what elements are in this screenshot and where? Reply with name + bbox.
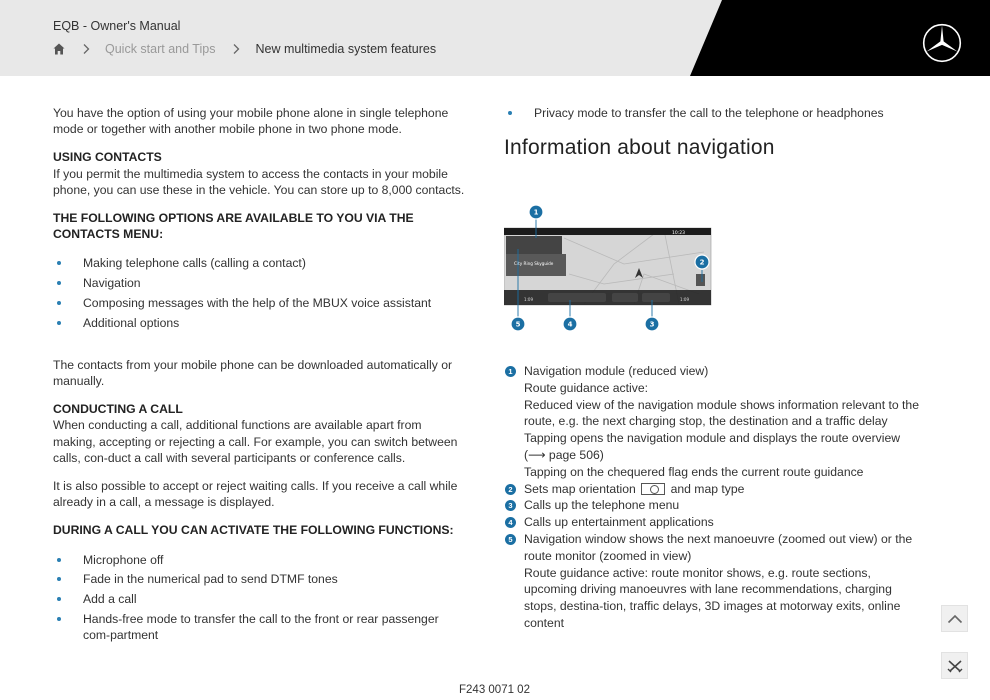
svg-text:3: 3 <box>649 320 655 329</box>
callout-2 <box>695 255 709 269</box>
breadcrumb-current: New multimedia system features <box>255 42 437 56</box>
screen-distance-right: 1:09 <box>680 297 689 302</box>
screen-distance-left: 1:09 <box>524 297 533 302</box>
list-item: Additional options <box>53 315 465 331</box>
list-item: Add a call <box>53 591 465 607</box>
functions-heading: DURING A CALL YOU CAN ACTIVATE THE FOLLOWING FUNCTIONS: <box>53 523 454 538</box>
svg-text:5: 5 <box>515 320 521 329</box>
crossed-swords-icon <box>947 659 963 673</box>
legend-number: 5 <box>505 534 516 545</box>
contacts-paragraph: If you permit the multimedia system to access the contacts in your mobile phone, you can use these in the vehicle. You can store up to 8,000 contacts. <box>53 166 465 197</box>
legend-item-4: 4 Calls up entertainment applications <box>504 514 919 531</box>
mercedes-star-logo[interactable] <box>922 23 962 63</box>
callout-3 <box>645 317 659 331</box>
navigation-legend <box>504 363 919 632</box>
functions-list <box>53 552 465 644</box>
download-paragraph: The contacts from your mobile phone can be downloaded automatically or manually. <box>53 357 453 388</box>
chevron-right-icon <box>231 43 241 55</box>
chevron-right-icon <box>81 43 91 55</box>
privacy-list <box>504 105 924 121</box>
options-list <box>53 255 465 330</box>
waiting-paragraph: It is also possible to accept or reject waiting calls. If you receive a call while already in a call, a message is displayed. <box>53 478 458 510</box>
home-icon[interactable] <box>53 43 65 55</box>
scroll-to-top-button[interactable] <box>941 605 968 632</box>
list-item: Privacy mode to transfer the call to the telephone or headphones <box>504 105 924 121</box>
legend-item-2: 2 Sets map orientation and map type <box>504 481 919 498</box>
callout-1 <box>529 205 543 219</box>
list-item: Navigation <box>53 275 465 291</box>
chevron-up-icon <box>947 614 963 624</box>
svg-text:2: 2 <box>699 258 705 267</box>
legend-item-3: 3 Calls up the telephone menu <box>504 497 919 514</box>
left-column <box>53 105 465 647</box>
map-orientation-icon <box>641 483 665 495</box>
doc-title: EQB - Owner's Manual <box>53 19 181 33</box>
list-item: Hands-free mode to transfer the call to the front or rear passenger com-partment <box>53 611 465 643</box>
legend-number: 3 <box>505 500 516 511</box>
legend-number: 2 <box>505 484 516 495</box>
list-item: Making telephone calls (calling a contact) <box>53 255 465 271</box>
right-column <box>504 105 924 160</box>
page-header <box>0 0 990 76</box>
screen-street: City Ring Skyguide <box>514 261 554 266</box>
svg-text:1: 1 <box>533 208 539 217</box>
callout-4 <box>563 317 577 331</box>
svg-text:4: 4 <box>567 320 573 329</box>
list-item: Composing messages with the help of the MBUX voice assistant <box>53 295 465 311</box>
list-item: Microphone off <box>53 552 465 568</box>
intro-paragraph: You have the option of using your mobile phone alone in single telephone mode or together with another mobile phone in two phone mode. <box>53 106 449 137</box>
menu-button[interactable] <box>941 652 968 679</box>
call-heading: CONDUCTING A CALL <box>53 402 183 417</box>
legend-number: 1 <box>505 366 516 377</box>
legend-item-5: 5 Navigation window shows the next manoeuvre (zoomed out view) or the route monitor (zoomed in view) Route guidance active: route monitor shows, e.g. route sections, upcoming driving manoeuvres with lane recommendations, charging stops, destina-tion, traffic delays, 3D images at motorway exits, online content <box>504 531 919 632</box>
callout-5 <box>511 317 525 331</box>
figure-caption: F243 0071 02 <box>459 684 530 696</box>
contacts-heading: USING CONTACTS <box>53 150 162 165</box>
section-title: Information about navigation <box>504 136 775 160</box>
screen-time: 10:23 <box>672 231 685 236</box>
call-paragraph: When conducting a call, additional functions are available apart from making, accepting or rejecting a call. For example, you can switch between calls, con-duct a call with several participants or conference calls. <box>53 418 458 465</box>
breadcrumb-link[interactable]: Quick start and Tips <box>105 42 216 56</box>
legend-number: 4 <box>505 517 516 528</box>
navigation-display-illustration <box>504 204 714 334</box>
options-heading: THE FOLLOWING OPTIONS ARE AVAILABLE TO YOU VIA THE CONTACTS MENU: <box>53 211 414 242</box>
legend-item-1: 1 Navigation module (reduced view) Route guidance active: Reduced view of the navigation module shows information relevant to the route, e.g. the next charging stop, the destination and a traffic delay Tapping opens the navigation module and displays the route overview (⟶ page 506) Tapping on the chequered flag ends the current route guidance <box>504 363 919 481</box>
breadcrumb <box>53 42 436 56</box>
list-item: Fade in the numerical pad to send DTMF tones <box>53 571 465 587</box>
